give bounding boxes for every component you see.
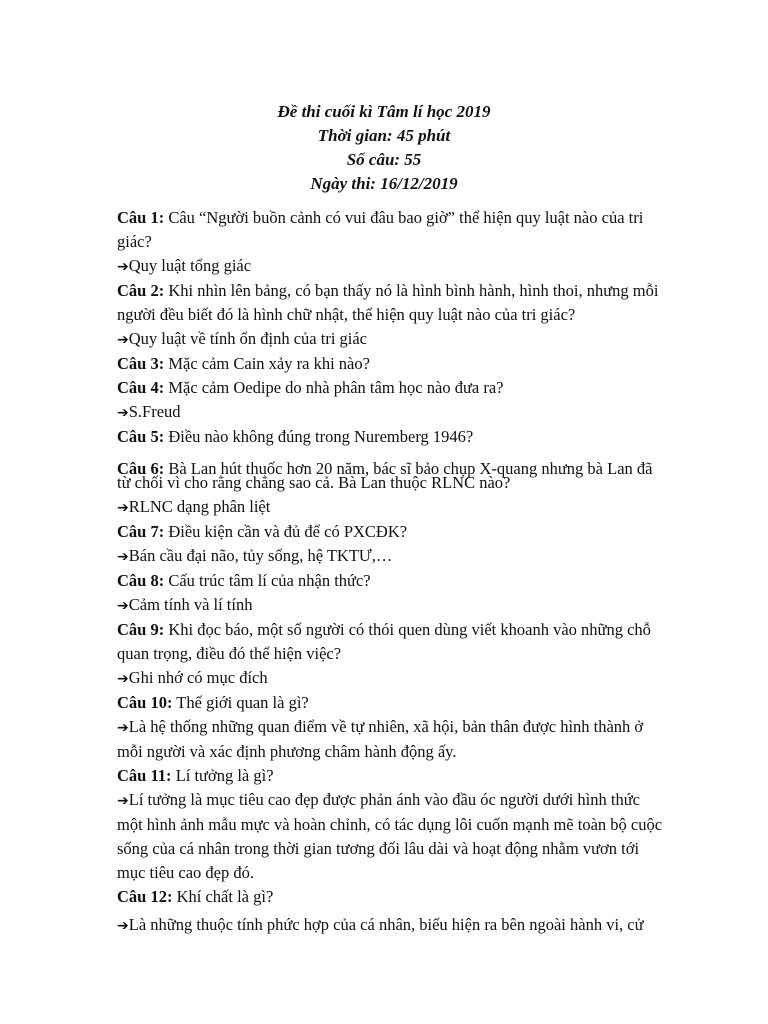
question-block bbox=[117, 376, 677, 425]
questions-list bbox=[117, 206, 677, 938]
arrow-right-icon: ➔ bbox=[117, 793, 129, 809]
question-line bbox=[117, 279, 677, 303]
question-text: Lí tưởng là gì? bbox=[171, 766, 274, 785]
answer-text: mục tiêu cao đẹp đó. bbox=[117, 863, 254, 882]
answer-text: Là những thuộc tính phức hợp của cá nhân, biểu hiện ra bên ngoài hành vi, cử bbox=[128, 915, 644, 934]
answer-text: Ghi nhớ có mục đích bbox=[128, 668, 268, 687]
arrow-right-icon: ➔ bbox=[117, 918, 129, 934]
answer-line bbox=[117, 495, 677, 520]
arrow-right-icon: ➔ bbox=[117, 405, 129, 421]
answer-text: Quy luật về tính ổn định của tri giác bbox=[128, 329, 368, 348]
question-text: người đều biết đó là hình chữ nhật, thể hiện quy luật nào của tri giác? bbox=[117, 305, 576, 324]
question-block bbox=[117, 425, 677, 449]
arrow-right-icon: ➔ bbox=[117, 671, 129, 687]
question-continuation bbox=[117, 230, 677, 254]
question-block bbox=[117, 352, 677, 376]
answer-line bbox=[117, 913, 677, 938]
question-text: quan trọng, điều đó thể hiện việc? bbox=[117, 644, 342, 663]
question-label: Câu 4: bbox=[117, 378, 165, 397]
answer-line bbox=[117, 788, 677, 813]
question-line bbox=[117, 520, 677, 544]
question-label: Câu 1: bbox=[117, 208, 165, 227]
answer-text: Bán cầu đại não, tủy sống, hệ TKTƯ,… bbox=[128, 546, 393, 565]
question-text: Mặc cảm Cain xảy ra khi nào? bbox=[164, 354, 370, 373]
question-label: Câu 7: bbox=[117, 522, 165, 541]
answer-text: Quy luật tổng giác bbox=[128, 256, 252, 275]
exam-title: Đề thi cuối kì Tâm lí học 2019 bbox=[277, 102, 491, 121]
exam-time: Thời gian: 45 phút bbox=[317, 126, 451, 145]
answer-text: Cảm tính và lí tính bbox=[128, 595, 253, 614]
answer-continuation bbox=[117, 837, 677, 861]
answer-line bbox=[117, 666, 677, 691]
question-line bbox=[117, 569, 677, 593]
question-text: Điều kiện cần và đủ để có PXCĐK? bbox=[164, 522, 408, 541]
arrow-right-icon: ➔ bbox=[117, 259, 129, 275]
question-label: Câu 10: bbox=[117, 693, 173, 712]
question-block bbox=[117, 279, 677, 352]
question-block bbox=[117, 457, 677, 520]
answer-continuation bbox=[117, 861, 677, 885]
exam-header bbox=[0, 100, 768, 196]
question-label: Câu 5: bbox=[117, 427, 165, 446]
question-label: Câu 12: bbox=[117, 887, 173, 906]
question-line bbox=[117, 764, 677, 788]
question-text: Mặc cảm Oedipe do nhà phân tâm học nào đưa ra? bbox=[164, 378, 504, 397]
answer-text: S.Freud bbox=[128, 402, 181, 421]
exam-question-count: Số câu: 55 bbox=[346, 150, 422, 169]
question-block bbox=[117, 520, 677, 569]
arrow-right-icon: ➔ bbox=[117, 500, 129, 516]
question-text: Khí chất là gì? bbox=[172, 887, 274, 906]
question-text: Cấu trúc tâm lí của nhận thức? bbox=[164, 571, 371, 590]
question-label: Câu 11: bbox=[117, 766, 172, 785]
question-text: từ chối vì cho rằng chẳng sao cả. Bà Lan thuộc RLNC nào? bbox=[117, 473, 511, 492]
question-text: Thế giới quan là gì? bbox=[172, 693, 309, 712]
answer-text: Lí tưởng là mục tiêu cao đẹp được phản ánh vào đầu óc người dưới hình thức bbox=[128, 790, 640, 809]
question-line bbox=[117, 691, 677, 715]
question-label: Câu 2: bbox=[117, 281, 165, 300]
question-line bbox=[117, 885, 677, 909]
question-line bbox=[117, 425, 677, 449]
answer-line bbox=[117, 715, 677, 740]
question-block bbox=[117, 206, 677, 279]
answer-text: Là hệ thống những quan điểm về tự nhiên, xã hội, bản thân được hình thành ở bbox=[128, 717, 644, 736]
arrow-right-icon: ➔ bbox=[117, 598, 129, 614]
question-block bbox=[117, 885, 677, 938]
question-text: Khi đọc báo, một số người có thói quen dùng viết khoanh vào những chỗ bbox=[164, 620, 651, 639]
answer-continuation bbox=[117, 740, 677, 764]
arrow-right-icon: ➔ bbox=[117, 549, 129, 565]
answer-line bbox=[117, 400, 677, 425]
question-block bbox=[117, 691, 677, 764]
question-block bbox=[117, 618, 677, 691]
question-text: Khi nhìn lên bảng, có bạn thấy nó là hình bình hành, hình thoi, nhưng mỗi bbox=[164, 281, 659, 300]
question-text: Điều nào không đúng trong Nuremberg 1946? bbox=[164, 427, 474, 446]
question-label: Câu 6: bbox=[117, 459, 165, 478]
question-line bbox=[117, 618, 677, 642]
answer-line bbox=[117, 327, 677, 352]
question-text: giác? bbox=[117, 232, 152, 251]
answer-text: sống của cá nhân trong thời gian tương đối lâu dài và hoạt động nhằm vươn tới bbox=[117, 839, 640, 858]
question-continuation bbox=[117, 642, 677, 666]
question-block bbox=[117, 764, 677, 885]
question-continuation bbox=[117, 303, 677, 327]
answer-text: một hình ảnh mẫu mực và hoàn chỉnh, có tác dụng lôi cuốn mạnh mẽ toàn bộ cuộc bbox=[117, 815, 663, 834]
question-line bbox=[117, 352, 677, 376]
question-line bbox=[117, 376, 677, 400]
exam-date: Ngày thi: 16/12/2019 bbox=[310, 174, 458, 193]
arrow-right-icon: ➔ bbox=[117, 720, 129, 736]
answer-text: RLNC dạng phân liệt bbox=[128, 497, 271, 516]
question-text: Bà Lan hút thuốc hơn 20 năm, bác sĩ bảo chụp X-quang nhưng bà Lan đã bbox=[164, 459, 653, 478]
answer-text: mỗi người và xác định phương châm hành động ấy. bbox=[117, 742, 457, 761]
arrow-right-icon: ➔ bbox=[117, 332, 129, 348]
answer-line bbox=[117, 254, 677, 279]
answer-line bbox=[117, 544, 677, 569]
question-label: Câu 9: bbox=[117, 620, 165, 639]
answer-continuation bbox=[117, 813, 677, 837]
question-label: Câu 8: bbox=[117, 571, 165, 590]
question-text: Câu “Người buồn cảnh có vui đâu bao giờ” thể hiện quy luật nào của tri bbox=[164, 208, 644, 227]
question-label: Câu 3: bbox=[117, 354, 165, 373]
question-line bbox=[117, 206, 677, 230]
question-block bbox=[117, 569, 677, 618]
answer-line bbox=[117, 593, 677, 618]
